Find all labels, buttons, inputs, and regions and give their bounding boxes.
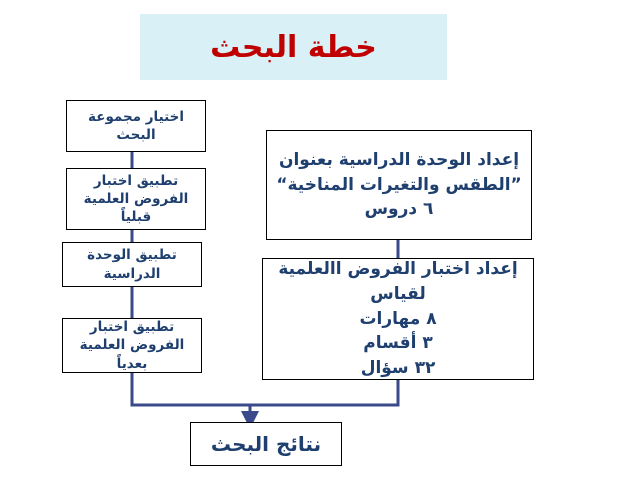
results-label: نتائج البحث	[210, 431, 322, 456]
test-line: ٣٢ سؤال	[360, 357, 436, 378]
page-title: خطة البحث	[210, 29, 377, 65]
unit-line: ٦ دروس	[364, 199, 434, 220]
step-line: تطبيق اختبار	[89, 319, 175, 336]
prepare-unit-box	[266, 130, 532, 240]
step-select-group	[66, 100, 206, 152]
test-line: إعداد اختبار الفروض االعلمية لقياس	[278, 259, 518, 305]
step-line: الفروض العلمية بعدياً	[79, 337, 185, 372]
step-posttest	[62, 318, 202, 373]
test-line: ٨ مهارات	[359, 308, 437, 329]
step-pretest	[66, 168, 206, 230]
step-line: الفروض العلمية قبلياً	[83, 190, 189, 226]
step-line: تطبيق اختبار	[93, 172, 179, 189]
unit-line: إعداد الوحدة الدراسية بعنوان	[278, 150, 520, 171]
test-line: ٣ أقسام	[363, 333, 433, 354]
prepare-test-box	[262, 258, 534, 380]
step-apply-unit	[62, 242, 202, 287]
step-line: تطبيق الوحدة الدراسية	[87, 247, 177, 282]
step-line: اختيار مجموعة البحث	[88, 108, 184, 143]
results-box	[190, 422, 342, 466]
title-box	[140, 14, 447, 80]
unit-line: ”الطقس والتغيرات المناخية“	[276, 174, 522, 195]
